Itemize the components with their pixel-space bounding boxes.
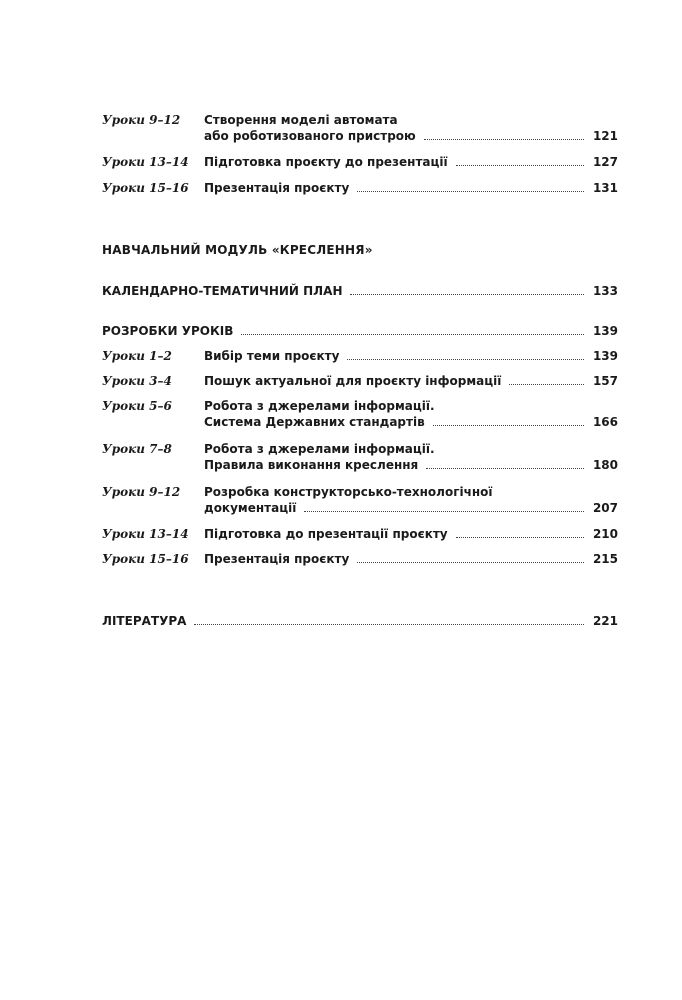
dot-leader <box>456 537 584 538</box>
dot-leader <box>347 359 584 360</box>
dot-leader <box>357 562 584 563</box>
entry-title-line: або роботизованого пристрою <box>204 129 416 143</box>
lesson-range: Уроки 13–14 <box>102 155 189 169</box>
lesson-range: Уроки 15–16 <box>102 552 189 566</box>
lesson-range: Уроки 1–2 <box>102 349 172 363</box>
dot-leader <box>350 294 584 295</box>
entry-title-line: документації <box>204 501 297 515</box>
page-number: 210 <box>592 527 618 541</box>
lesson-range: Уроки 9–12 <box>102 113 181 127</box>
entry-title-line: Робота з джерелами інформації. <box>204 399 435 413</box>
section-title: РОЗРОБКИ УРОКІВ <box>102 324 234 338</box>
toc-section-entry <box>102 324 618 338</box>
entry-title-line: Пошук актуальної для проєкту інформації <box>204 374 502 388</box>
page-number: 127 <box>592 155 618 169</box>
dot-leader <box>241 334 584 335</box>
page-number: 157 <box>592 374 618 388</box>
entry-title-line: Система Державних стандартів <box>204 415 425 429</box>
section-title: КАЛЕНДАРНО-ТЕМАТИЧНИЙ ПЛАН <box>102 284 343 298</box>
lesson-range: Уроки 15–16 <box>102 181 189 195</box>
dot-leader <box>194 624 584 625</box>
page-number: 221 <box>592 614 618 628</box>
page-number: 121 <box>592 129 618 143</box>
module-heading: НАВЧАЛЬНИЙ МОДУЛЬ «КРЕСЛЕННЯ» <box>102 243 373 257</box>
lesson-range: Уроки 7–8 <box>102 442 172 456</box>
entry-title-line: Підготовка проєкту до презентації <box>204 155 448 169</box>
page-number: 215 <box>592 552 618 566</box>
lesson-range: Уроки 13–14 <box>102 527 189 541</box>
toc-section-entry <box>102 614 618 628</box>
dot-leader <box>509 384 584 385</box>
lesson-range: Уроки 5–6 <box>102 399 172 413</box>
entry-title-line: Розробка конструкторсько-технологічної <box>204 485 493 499</box>
page-number: 207 <box>592 501 618 515</box>
entry-title-line: Правила виконання креслення <box>204 458 419 472</box>
page-number: 180 <box>592 458 618 472</box>
entry-title-line: Підготовка до презентації проєкту <box>204 527 448 541</box>
page-number: 166 <box>592 415 618 429</box>
dot-leader <box>357 191 584 192</box>
entry-title-line: Вибір теми проєкту <box>204 349 340 363</box>
dot-leader <box>304 511 584 512</box>
dot-leader <box>426 468 584 469</box>
entry-title-line: Презентація проєкту <box>204 552 350 566</box>
page-number: 139 <box>592 349 618 363</box>
dot-leader <box>433 425 584 426</box>
page-number: 133 <box>592 284 618 298</box>
toc-section-entry <box>102 284 618 298</box>
section-title: ЛІТЕРАТУРА <box>102 614 187 628</box>
page-number: 139 <box>592 324 618 338</box>
lesson-range: Уроки 9–12 <box>102 485 181 499</box>
dot-leader <box>456 165 584 166</box>
entry-title-line: Створення моделі автомата <box>204 113 398 127</box>
entry-title-line: Презентація проєкту <box>204 181 350 195</box>
page-number: 131 <box>592 181 618 195</box>
dot-leader <box>424 139 584 140</box>
table-of-contents <box>102 0 618 1000</box>
lesson-range: Уроки 3–4 <box>102 374 172 388</box>
entry-title-line: Робота з джерелами інформації. <box>204 442 435 456</box>
